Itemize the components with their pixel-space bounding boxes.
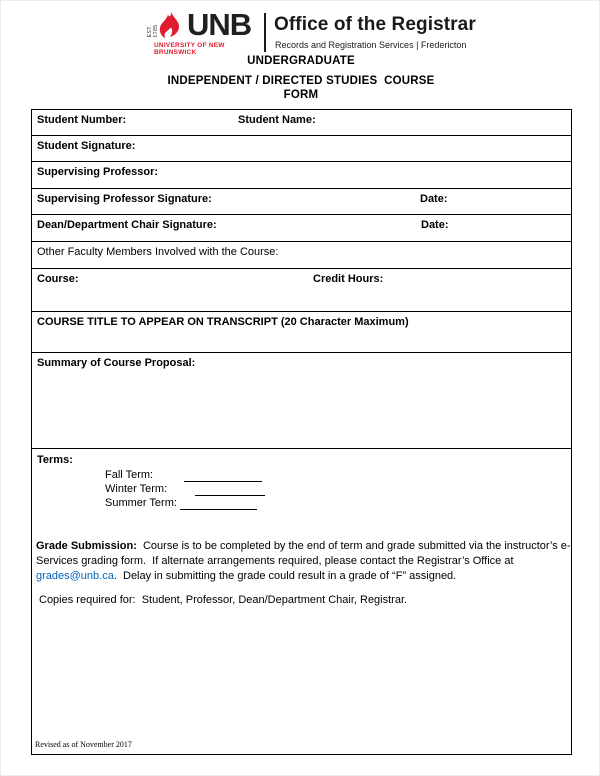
date-label: Date: — [420, 193, 448, 205]
revision-note: Revised as of November 2017 — [35, 740, 132, 749]
form-title-line3: FORM — [283, 89, 319, 101]
grades-email-link[interactable]: grades@unb.ca — [36, 570, 114, 582]
office-subtitle: Records and Registration Services | Fredericton — [275, 40, 467, 50]
form-table — [31, 109, 572, 755]
other-faculty-label: Other Faculty Members Involved with the Course: — [37, 246, 279, 258]
winter-term-label: Winter Term: — [105, 483, 168, 495]
grade-submission-label: Grade Submission: — [36, 540, 137, 552]
student-name-label: Student Name: — [238, 114, 316, 126]
student-signature-label: Student Signature: — [37, 140, 136, 152]
row-dean-signature — [32, 215, 571, 242]
row-terms-and-notes — [32, 449, 571, 753]
supervising-professor-label: Supervising Professor: — [37, 166, 159, 178]
supervising-professor-signature-label: Supervising Professor Signature: — [37, 193, 212, 205]
row-transcript-title — [32, 312, 571, 353]
row-supervising-professor — [32, 162, 571, 189]
copies-required-note: Copies required for: Student, Professor, Dean/Department Chair, Registrar. — [39, 594, 408, 606]
grade-submission-text-before: Course is to be completed by the end of term and grade submitted via the instructor’s e-Services grading form. If alternate arrangements required, please contact the Registrar’s Office at — [36, 540, 571, 567]
office-title: Office of the Registrar — [274, 14, 476, 35]
unb-wordmark: UNB — [187, 7, 252, 42]
course-label: Course: — [37, 273, 79, 285]
form-title-line2: INDEPENDENT / DIRECTED STUDIES COURSE — [167, 75, 435, 87]
fall-term-blank — [184, 469, 262, 482]
dean-chair-signature-label: Dean/Department Chair Signature: — [37, 219, 217, 231]
fall-term-label: Fall Term: — [105, 469, 154, 481]
grade-submission-paragraph — [36, 539, 572, 584]
logo-divider — [264, 13, 266, 52]
row-student-number-name — [32, 110, 571, 136]
winter-term-blank — [195, 483, 265, 496]
summary-label: Summary of Course Proposal: — [37, 357, 196, 369]
unb-flame-icon — [155, 11, 185, 41]
university-name: UNIVERSITY OF NEW BRUNSWICK — [154, 42, 225, 56]
student-number-label: Student Number: — [37, 114, 127, 126]
row-other-faculty — [32, 242, 571, 269]
summer-term-label: Summer Term: — [105, 497, 177, 509]
row-course-summary — [32, 353, 571, 449]
date-label: Date: — [421, 219, 449, 231]
row-professor-signature — [32, 189, 571, 215]
terms-label: Terms: — [37, 454, 73, 466]
credit-hours-label: Credit Hours: — [313, 273, 384, 285]
grade-submission-text-after: . Delay in submitting the grade could result in a grade of “F” assigned. — [113, 570, 457, 582]
logo-est-text: EST. 1785 — [147, 24, 159, 38]
transcript-title-label: COURSE TITLE TO APPEAR ON TRANSCRIPT (20 Character Maximum) — [37, 316, 409, 328]
summer-term-blank — [180, 497, 257, 510]
form-title-line1: UNDERGRADUATE — [247, 55, 355, 67]
row-student-signature — [32, 136, 571, 162]
row-course-credit-hours — [32, 269, 571, 312]
